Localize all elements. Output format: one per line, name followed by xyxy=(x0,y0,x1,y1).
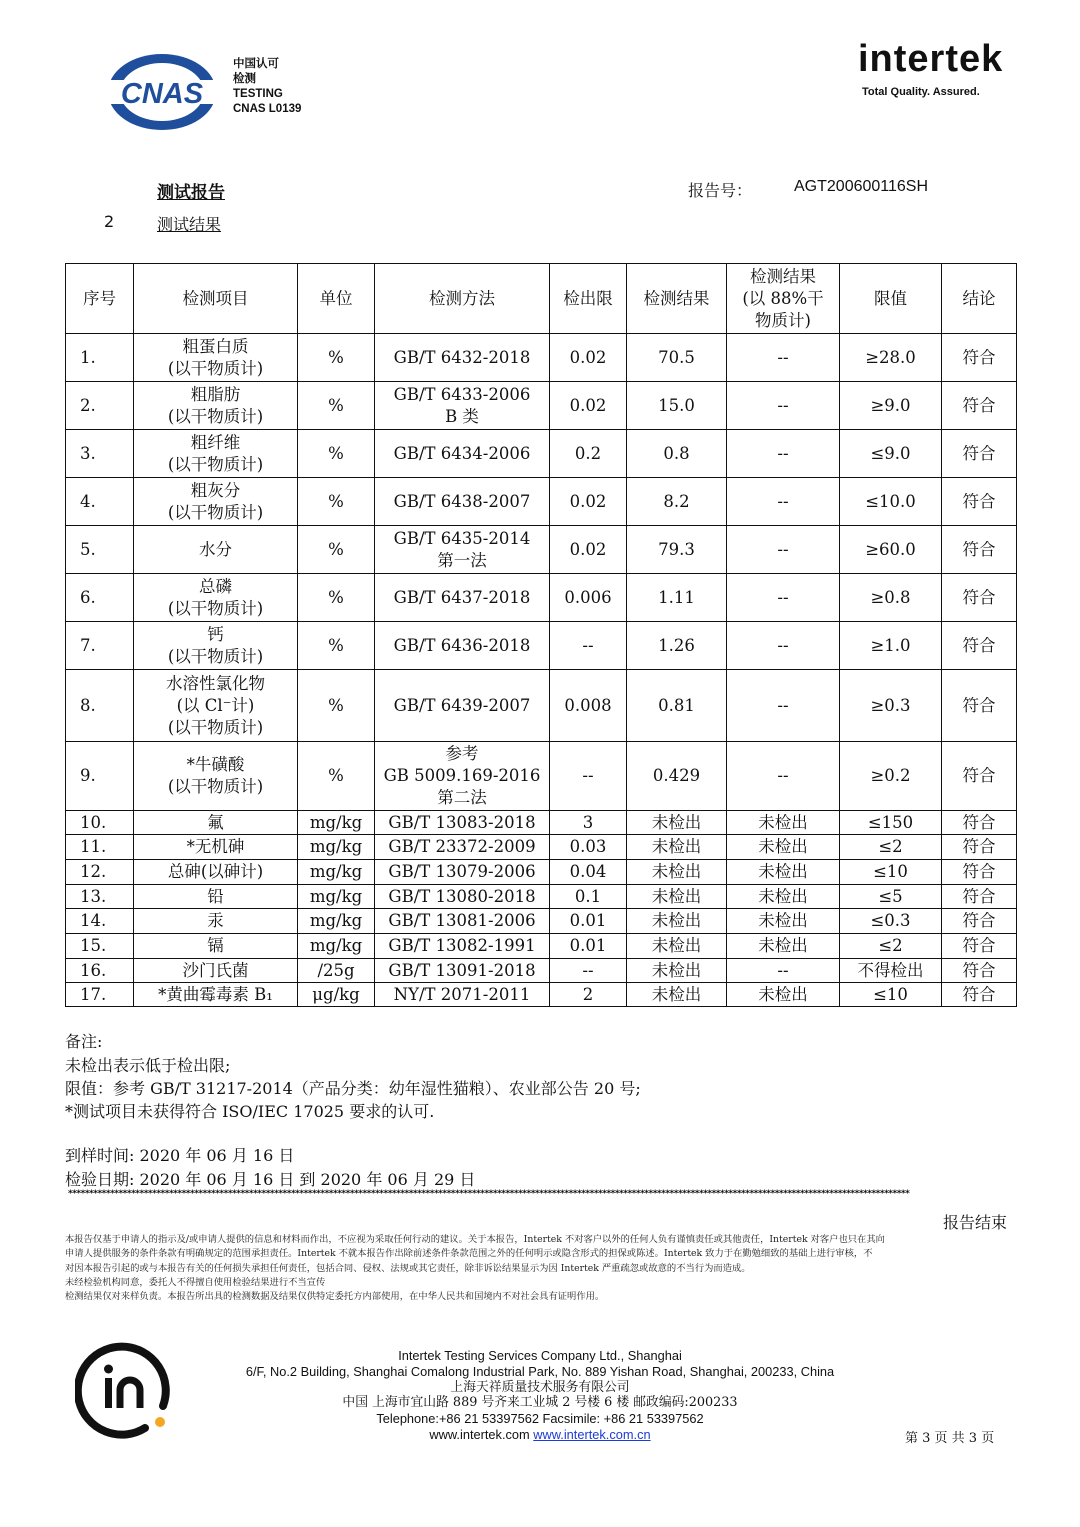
table-row xyxy=(66,811,1017,835)
website-text: www.intertek.com xyxy=(429,1426,530,1442)
cell-item: 粗纤维 (以干物质计) xyxy=(134,430,298,478)
cell-item: *黄曲霉毒素 B₁ xyxy=(134,983,298,1007)
footer-company-cn: 上海天祥质量技术服务有限公司 xyxy=(450,1379,630,1395)
arrival-date: 到样时间: 2020 年 06 月 16 日 xyxy=(65,1146,295,1165)
cell-conclusion: 符合 xyxy=(942,430,1017,478)
cell-result88: -- xyxy=(727,670,840,742)
cell-conclusion: 符合 xyxy=(942,835,1017,860)
table-row xyxy=(66,670,1017,742)
cell-limit: ≤5 xyxy=(840,885,942,909)
cell-unit: mg/kg xyxy=(298,909,375,934)
cell-result: 未检出 xyxy=(627,909,727,934)
footer-address-cn: 中国 上海市宜山路 889 号齐来工业城 2 号楼 6 楼 邮政编码:200233 xyxy=(342,1395,738,1411)
cell-conclusion: 符合 xyxy=(942,959,1017,983)
cell-limit: 不得检出 xyxy=(840,959,942,983)
table-row xyxy=(66,742,1017,811)
cell-item: 水分 xyxy=(134,526,298,574)
report-title: 测试报告 xyxy=(157,183,225,203)
table-row xyxy=(66,909,1017,934)
cell-method: GB/T 6439-2007 xyxy=(375,670,550,742)
cell-method: GB/T 13091-2018 xyxy=(375,959,550,983)
cell-result: 0.81 xyxy=(627,670,727,742)
cell-unit: % xyxy=(298,574,375,622)
cell-item: *无机砷 xyxy=(134,835,298,860)
cell-result88: -- xyxy=(727,622,840,670)
header-limit: 限值 xyxy=(840,264,942,334)
disclaimer xyxy=(65,1233,1015,1304)
cell-seq: 3. xyxy=(66,430,134,478)
cell-result: 未检出 xyxy=(627,934,727,959)
cell-result88: -- xyxy=(727,959,840,983)
test-date: 检验日期: 2020 年 06 月 16 日 到 2020 年 06 月 29 日 xyxy=(65,1170,476,1189)
cell-limit: ≥9.0 xyxy=(840,382,942,430)
cell-result88: 未检出 xyxy=(727,811,840,835)
cell-lod: 0.008 xyxy=(550,670,627,742)
cell-result88: 未检出 xyxy=(727,860,840,885)
cell-seq: 4. xyxy=(66,478,134,526)
cell-result88: -- xyxy=(727,382,840,430)
cell-limit: ≥60.0 xyxy=(840,526,942,574)
table-row xyxy=(66,478,1017,526)
cell-seq: 14. xyxy=(66,909,134,934)
cell-unit: mg/kg xyxy=(298,811,375,835)
disclaimer-line: 检测结果仅对来样负责。本报告所出具的检测数据及结果仅供特定委托方内部使用，在中华人民共和国境内不对社会具有证明作用。 xyxy=(65,1291,605,1303)
cell-limit: ≥0.3 xyxy=(840,670,942,742)
cell-item: 沙门氏菌 xyxy=(134,959,298,983)
intertek-logo: intertek xyxy=(858,38,1004,80)
cell-lod: 0.02 xyxy=(550,334,627,382)
table-row xyxy=(66,885,1017,909)
cell-limit: ≥0.2 xyxy=(840,742,942,811)
table-row xyxy=(66,382,1017,430)
cell-result: 未检出 xyxy=(627,885,727,909)
cell-result: 1.26 xyxy=(627,622,727,670)
cell-lod: 0.02 xyxy=(550,478,627,526)
cell-item: 总磷 (以干物质计) xyxy=(134,574,298,622)
cell-limit: ≤9.0 xyxy=(840,430,942,478)
report-number-label: 报告号： xyxy=(688,181,753,200)
table-row xyxy=(66,334,1017,382)
cell-unit: % xyxy=(298,526,375,574)
cell-method: GB/T 6434-2006 xyxy=(375,430,550,478)
table-row xyxy=(66,860,1017,885)
results-table xyxy=(65,263,1017,1007)
cell-lod: 0.2 xyxy=(550,430,627,478)
cell-limit: ≤10.0 xyxy=(840,478,942,526)
website-link[interactable]: www.intertek.com.cn xyxy=(533,1426,651,1442)
cell-lod: 2 xyxy=(550,983,627,1007)
table-row xyxy=(66,835,1017,860)
cell-lod: 0.1 xyxy=(550,885,627,909)
cell-conclusion: 符合 xyxy=(942,622,1017,670)
cell-limit: ≤10 xyxy=(840,860,942,885)
cell-lod: 3 xyxy=(550,811,627,835)
cell-item: 粗灰分 (以干物质计) xyxy=(134,478,298,526)
cell-item: 总砷(以砷计) xyxy=(134,860,298,885)
cell-limit: ≥28.0 xyxy=(840,334,942,382)
cell-conclusion: 符合 xyxy=(942,382,1017,430)
cnas-line-1: 中国认可 xyxy=(233,58,279,70)
footer-websites xyxy=(180,1427,900,1443)
cell-conclusion: 符合 xyxy=(942,934,1017,959)
cell-limit: ≤10 xyxy=(840,983,942,1007)
intertek-in-logo xyxy=(75,1342,175,1442)
table-body xyxy=(66,334,1017,1007)
report-number: AGT200600116SH xyxy=(794,178,929,195)
cell-seq: 7. xyxy=(66,622,134,670)
cell-seq: 15. xyxy=(66,934,134,959)
cell-item: 水溶性氯化物 (以 Cl⁻计) (以干物质计) xyxy=(134,670,298,742)
cell-conclusion: 符合 xyxy=(942,885,1017,909)
cell-item: 钙 (以干物质计) xyxy=(134,622,298,670)
disclaimer-line: 对因本报告引起的或与本报告有关的任何损失承担任何责任，包括合同、侵权、法规或其它责任，除非诉讼结果显示为因 Intertek 严重疏忽或故意的不当行为而造成。 xyxy=(65,1262,751,1274)
cell-result: 未检出 xyxy=(627,811,727,835)
cell-result: 未检出 xyxy=(627,983,727,1007)
cell-method: GB/T 6438-2007 xyxy=(375,478,550,526)
cell-seq: 1. xyxy=(66,334,134,382)
separator-line: ******************************************************************************************************************************************************************************************************** xyxy=(68,1189,910,1199)
cell-result88: 未检出 xyxy=(727,885,840,909)
cell-limit: ≤2 xyxy=(840,835,942,860)
cell-result88: 未检出 xyxy=(727,934,840,959)
cell-unit: mg/kg xyxy=(298,835,375,860)
section-number: 2 xyxy=(104,212,115,231)
cell-item: 镉 xyxy=(134,934,298,959)
cell-lod: 0.02 xyxy=(550,382,627,430)
cell-conclusion: 符合 xyxy=(942,742,1017,811)
note-line: *测试项目未获得符合 ISO/IEC 17025 要求的认可. xyxy=(65,1102,435,1121)
cell-seq: 8. xyxy=(66,670,134,742)
note-line: 未检出表示低于检出限; xyxy=(65,1056,231,1075)
cnas-accreditation-text xyxy=(233,57,301,117)
cell-item: *牛磺酸 (以干物质计) xyxy=(134,742,298,811)
cell-seq: 10. xyxy=(66,811,134,835)
table-row xyxy=(66,622,1017,670)
cell-item: 铅 xyxy=(134,885,298,909)
cell-conclusion: 符合 xyxy=(942,526,1017,574)
footer xyxy=(180,1348,900,1443)
table-row xyxy=(66,934,1017,959)
cell-unit: % xyxy=(298,622,375,670)
cell-result88: 未检出 xyxy=(727,909,840,934)
cell-lod: 0.01 xyxy=(550,909,627,934)
cell-lod: -- xyxy=(550,742,627,811)
cell-lod: -- xyxy=(550,622,627,670)
cell-result: 0.8 xyxy=(627,430,727,478)
cell-method: NY/T 2071-2011 xyxy=(375,983,550,1007)
cell-conclusion: 符合 xyxy=(942,334,1017,382)
cell-seq: 13. xyxy=(66,885,134,909)
cnas-logo xyxy=(106,52,218,132)
cell-result: 15.0 xyxy=(627,382,727,430)
cell-method: GB/T 23372-2009 xyxy=(375,835,550,860)
header-conclusion: 结论 xyxy=(942,264,1017,334)
cell-conclusion: 符合 xyxy=(942,574,1017,622)
cell-conclusion: 符合 xyxy=(942,909,1017,934)
cell-unit: % xyxy=(298,478,375,526)
header-lod: 检出限 xyxy=(550,264,627,334)
footer-address-en: 6/F, No.2 Building, Shanghai Comalong Industrial Park, No. 889 Yishan Road, Shanghai, 200233, China xyxy=(245,1363,835,1379)
disclaimer-line: 申请人提供服务的条件条款有明确规定的范围承担责任。Intertek 不就本报告作出除前述条件条款范围之外的任何明示或隐含形式的担保或陈述。Intertek 致力于在勤勉细致的基础上进行审核，不 xyxy=(65,1248,873,1260)
table-header-row xyxy=(66,264,1017,334)
cell-result: 70.5 xyxy=(627,334,727,382)
cell-result: 1.11 xyxy=(627,574,727,622)
cell-unit: % xyxy=(298,334,375,382)
table-row xyxy=(66,574,1017,622)
header-seq: 序号 xyxy=(66,264,134,334)
disclaimer-line: 本报告仅基于申请人的指示及/或申请人提供的信息和材料而作出，不应视为采取任何行动的建议。关于本报告，Intertek 不对客户以外的任何人负有谨慎责任或其他责任，Intertek 对客户也只在其向 xyxy=(65,1234,885,1245)
cell-seq: 9. xyxy=(66,742,134,811)
cell-unit: % xyxy=(298,430,375,478)
cell-lod: 0.02 xyxy=(550,526,627,574)
cell-unit: /25g xyxy=(298,959,375,983)
cell-conclusion: 符合 xyxy=(942,860,1017,885)
cell-method: GB/T 6433-2006 B 类 xyxy=(375,382,550,430)
cell-result88: -- xyxy=(727,430,840,478)
cell-unit: % xyxy=(298,742,375,811)
cell-result88: 未检出 xyxy=(727,835,840,860)
section-title: 测试结果 xyxy=(157,215,222,234)
cell-method: GB/T 6432-2018 xyxy=(375,334,550,382)
note-line: 限值：参考 GB/T 31217-2014（产品分类：幼年湿性猫粮）、农业部公告 20 号; xyxy=(65,1079,641,1098)
cell-unit: μg/kg xyxy=(298,983,375,1007)
footer-phone: Telephone:+86 21 53397562 Facsimile: +86 21 53397562 xyxy=(376,1411,704,1427)
cell-limit: ≤150 xyxy=(840,811,942,835)
header-result: 检测结果 xyxy=(627,264,727,334)
header-item: 检测项目 xyxy=(134,264,298,334)
cell-method: GB/T 13083-2018 xyxy=(375,811,550,835)
cell-limit: ≥1.0 xyxy=(840,622,942,670)
cell-result88: 未检出 xyxy=(727,983,840,1007)
cell-lod: 0.006 xyxy=(550,574,627,622)
cell-method: GB/T 6436-2018 xyxy=(375,622,550,670)
cell-conclusion: 符合 xyxy=(942,478,1017,526)
cell-method: GB/T 13082-1991 xyxy=(375,934,550,959)
cell-conclusion: 符合 xyxy=(942,670,1017,742)
table-row xyxy=(66,983,1017,1007)
cell-result: 未检出 xyxy=(627,959,727,983)
cell-result: 8.2 xyxy=(627,478,727,526)
page-number: 第 3 页 共 3 页 xyxy=(905,1431,995,1446)
cell-lod: 0.03 xyxy=(550,835,627,860)
cell-seq: 12. xyxy=(66,860,134,885)
cnas-line-4: CNAS L0139 xyxy=(233,103,302,115)
cell-lod: -- xyxy=(550,959,627,983)
notes-title: 备注: xyxy=(65,1032,103,1051)
cell-lod: 0.04 xyxy=(550,860,627,885)
cell-result: 未检出 xyxy=(627,860,727,885)
disclaimer-line: 未经检验机构同意，委托人不得擅自使用检验结果进行不当宣传 xyxy=(65,1276,326,1288)
cell-conclusion: 符合 xyxy=(942,983,1017,1007)
cell-limit: ≥0.8 xyxy=(840,574,942,622)
cell-method: GB/T 6437-2018 xyxy=(375,574,550,622)
cell-limit: ≤0.3 xyxy=(840,909,942,934)
cell-seq: 6. xyxy=(66,574,134,622)
cell-unit: mg/kg xyxy=(298,860,375,885)
cell-lod: 0.01 xyxy=(550,934,627,959)
cell-result: 未检出 xyxy=(627,835,727,860)
table-row xyxy=(66,430,1017,478)
cell-item: 汞 xyxy=(134,909,298,934)
cell-method: GB/T 6435-2014 第一法 xyxy=(375,526,550,574)
cell-result88: -- xyxy=(727,742,840,811)
cell-unit: mg/kg xyxy=(298,934,375,959)
cell-seq: 17. xyxy=(66,983,134,1007)
header-result-88: 检测结果 (以 88%干 物质计) xyxy=(727,264,840,334)
table-row xyxy=(66,526,1017,574)
cell-result88: -- xyxy=(727,478,840,526)
cell-unit: mg/kg xyxy=(298,885,375,909)
cell-result88: -- xyxy=(727,574,840,622)
cell-seq: 11. xyxy=(66,835,134,860)
report-end: 报告结束 xyxy=(943,1213,1008,1232)
cell-seq: 5. xyxy=(66,526,134,574)
cell-unit: % xyxy=(298,382,375,430)
cnas-line-3: TESTING xyxy=(233,88,283,100)
cell-method: GB/T 13081-2006 xyxy=(375,909,550,934)
cell-item: 粗蛋白质 (以干物质计) xyxy=(134,334,298,382)
intertek-tagline: Total Quality. Assured. xyxy=(862,86,980,98)
cell-method: GB/T 13079-2006 xyxy=(375,860,550,885)
cell-result: 79.3 xyxy=(627,526,727,574)
cell-seq: 2. xyxy=(66,382,134,430)
cell-seq: 16. xyxy=(66,959,134,983)
cell-result88: -- xyxy=(727,526,840,574)
cell-item: 氟 xyxy=(134,811,298,835)
footer-company-en: Intertek Testing Services Company Ltd., Shanghai xyxy=(398,1348,682,1363)
cell-item: 粗脂肪 (以干物质计) xyxy=(134,382,298,430)
header-method: 检测方法 xyxy=(375,264,550,334)
cnas-logo-text: CNAS xyxy=(120,78,204,110)
cell-method: GB/T 13080-2018 xyxy=(375,885,550,909)
header-unit: 单位 xyxy=(298,264,375,334)
cell-limit: ≤2 xyxy=(840,934,942,959)
cell-conclusion: 符合 xyxy=(942,811,1017,835)
table-row xyxy=(66,959,1017,983)
cell-result88: -- xyxy=(727,334,840,382)
cnas-line-2: 检测 xyxy=(233,73,256,85)
cell-result: 0.429 xyxy=(627,742,727,811)
cell-unit: % xyxy=(298,670,375,742)
cell-method: 参考 GB 5009.169-2016 第二法 xyxy=(375,742,550,811)
